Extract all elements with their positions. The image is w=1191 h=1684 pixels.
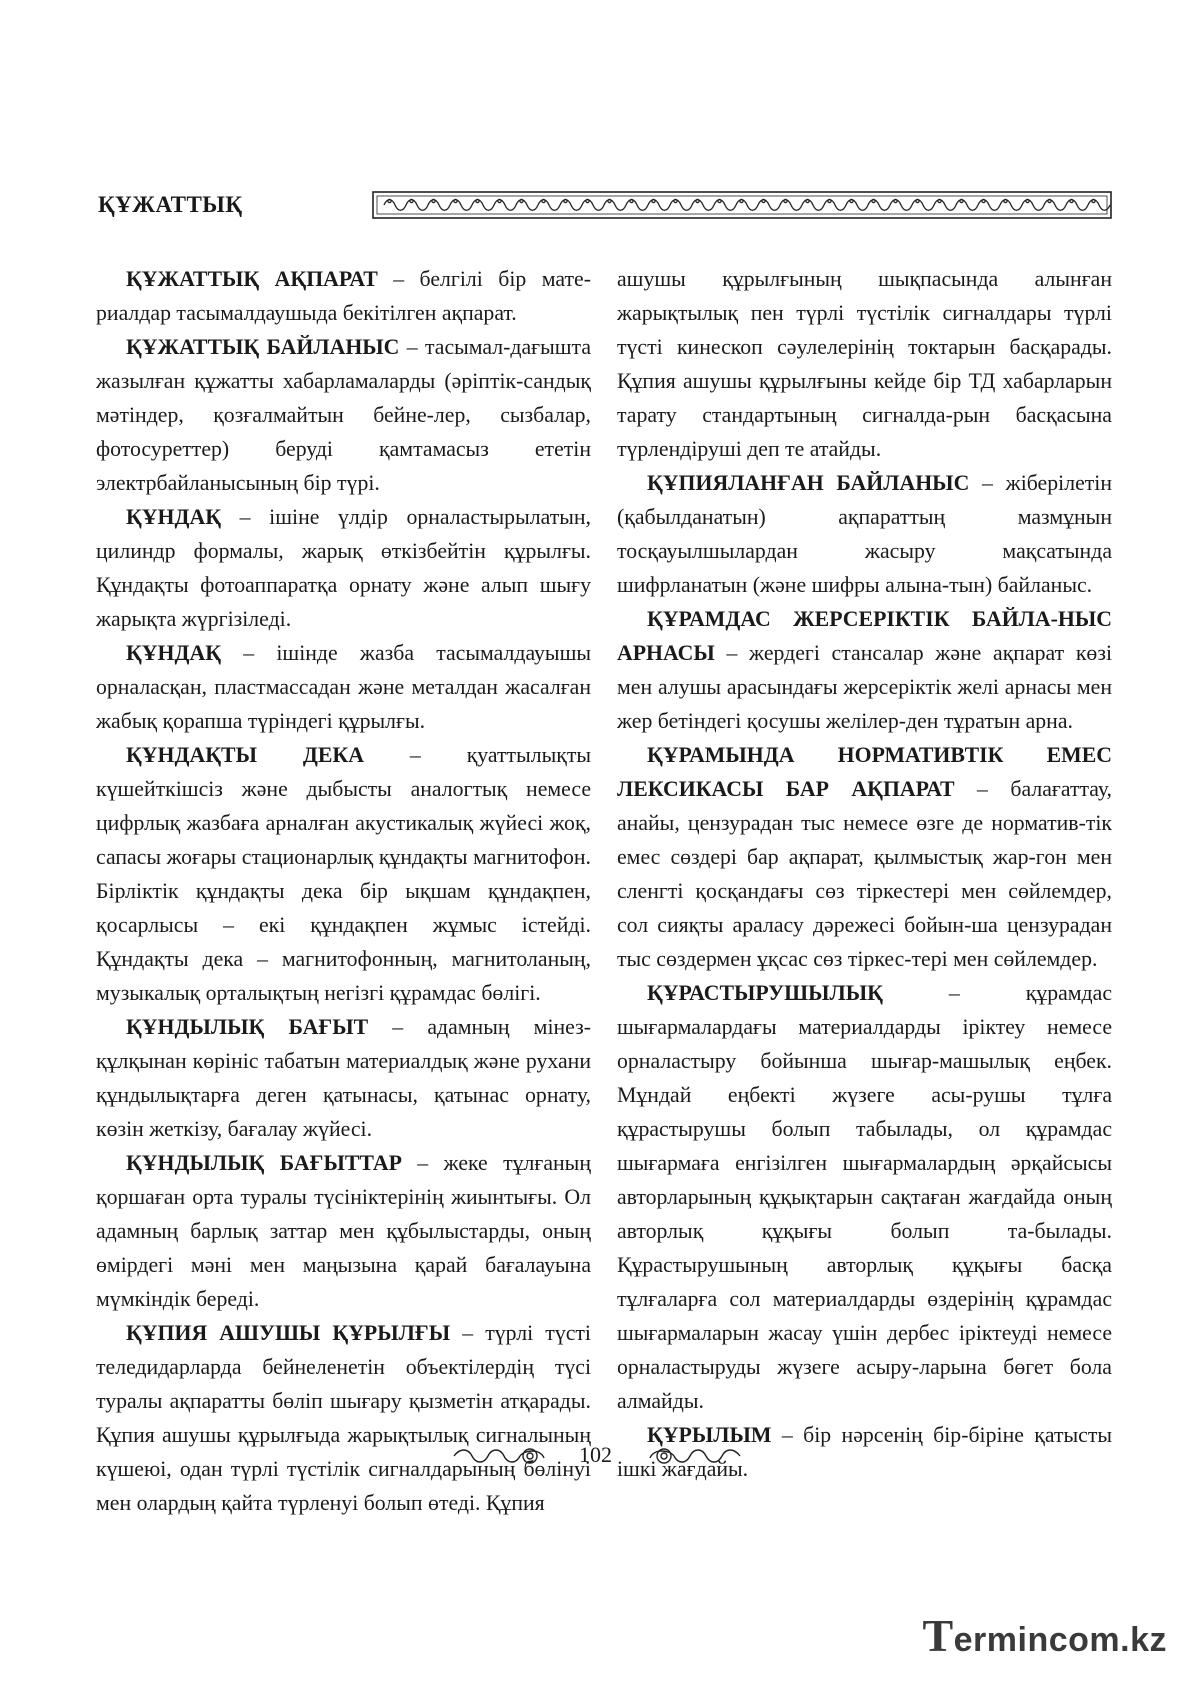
entry-term: ҚҰНДЫЛЫҚ БАҒЫТТАР [126, 1151, 402, 1175]
entry-term: ҚҰНДЫЛЫҚ БАҒЫТ [126, 1015, 369, 1039]
entry-definition: – қуаттылықты күшейткішсіз және дыбысты аналогтық немесе цифрлық жазбаға арналған акустикалық жүйесі жоқ, сапасы жоғары стационарлық құндақты магнитофон. Бірліктік құндақты дека бір ықшам құндақпен, қосарлысы – екі құндақпен жұмыс істейді. Құндақты дека – магнитофонның, магнитоланың, музыкалық орталықтың негізгі құрамдас бөлігі. [96, 743, 591, 1005]
dictionary-entry [617, 602, 1112, 738]
dictionary-entry [96, 1010, 591, 1146]
entry-definition: – жеке тұлғаның қоршаған орта туралы түсініктерінің жиынтығы. Ол адамның барлық заттар мен құбылыстарды, оның өмірдегі мәні мен маңызына қарай бағалауына мүмкіндік береді. [96, 1151, 591, 1311]
left-column [96, 262, 591, 1520]
entry-definition: – бір нәрсенің бір-біріне қатысты ішкі жағдайы. [617, 1423, 1112, 1481]
footer-ornament-right [648, 1444, 744, 1468]
entry-definition: – адамның мінез-құлқынан көрініс табатын материалдық және рухани құндылықтарға деген қатынасы, қатынас орнату, көзін жеткізу, бағалау жүйесі. [96, 1015, 591, 1141]
entry-term: ҚҰРЫЛЫМ [647, 1423, 772, 1447]
right-column [617, 262, 1112, 1486]
dictionary-entry [96, 500, 591, 636]
entry-term: ҚҰЖАТТЫҚ БАЙЛАНЫС [126, 335, 400, 359]
entry-definition: – жіберілетін (қабылданатын) ақпараттың мазмұнын тосқауылшылардан жасыру мақсатында шифрланатын (және шифры алына-тын) байланыс. [617, 471, 1112, 597]
dictionary-entry [96, 330, 591, 500]
watermark-initial: T [922, 1610, 954, 1661]
entry-definition: – ішінде жазба тасымалдауышы орналасқан, пластмассадан және металдан жасалған жабық қорапша түріндегі құрылғы. [96, 641, 591, 733]
dictionary-entry [96, 1146, 591, 1316]
dictionary-entry [617, 262, 1112, 466]
dictionary-entry [96, 738, 591, 1010]
entry-term: ҚҰНДАҚ [126, 641, 222, 665]
watermark-rest: ermincom.kz [953, 1621, 1167, 1659]
dictionary-entry [617, 976, 1112, 1418]
entry-definition: – түрлі түсті теледидарларда бейнеленетін объектілердің түсі туралы ақпаратты бөліп шығару қызметін атқарады. Құпия ашушы құрылғыда жарықтылық сигналының күшеюі, одан түрлі түстілік сигналдарының бөлінуі мен олардың қайта түрленуі болып өтеді. Құпия [96, 1321, 591, 1515]
entry-definition: – балағаттау, анайы, цензурадан тыс немесе өзге де норматив-тік емес сөздері бар ақпарат, қылмыстық жар-гон мен сленгті қосқандағы сөз тіркестері мен сөйлемдер, сол сияқты араласу дәрежесі бойын-ша цензурадан тыс сөздермен ұқсас сөз тіркес-тері мен сөйлемдер. [617, 777, 1112, 971]
entry-term: ҚҰПИЯ АШУШЫ ҚҰРЫЛҒЫ [126, 1321, 451, 1345]
header-ornament-border [372, 188, 1112, 222]
dictionary-entry [96, 1316, 591, 1520]
entry-definition: – белгілі бір мате-риалдар тасымалдаушыда бекітілген ақпарат. [96, 267, 591, 325]
entry-definition: – ішіне үлдір орналастырылатын, цилиндр формалы, жарық өткізбейтін құрылғы. Құндақты фотоаппаратқа орнату және алып шығу жарықта жүргізіледі. [96, 505, 591, 631]
site-watermark [922, 1609, 1167, 1662]
running-head: ҚҰЖАТТЫҚ [98, 192, 243, 217]
entry-term: ҚҰРАМДАС ЖЕРСЕРІКТІК БАЙЛА-НЫС АРНАСЫ [617, 607, 1112, 665]
dictionary-entry [96, 636, 591, 738]
page-number: 102 [579, 1442, 612, 1467]
entry-term: ҚҰНДАҚТЫ ДЕКА [126, 743, 364, 767]
entry-definition: – тасымал-дағышта жазылған құжатты хабарламаларды (әріптік-сандық мәтіндер, қозғалмайтын бейне-лер, сызбалар, фотосуреттер) беруді қамтамасыз ететін электрбайланысының бір түрі. [96, 335, 592, 495]
dictionary-entry [96, 262, 591, 330]
entry-term: ҚҰРАМЫНДА НОРМАТИВТІК ЕМЕС ЛЕКСИКАСЫ БАР АҚПАРАТ [617, 743, 1112, 801]
entry-term: ҚҰПИЯЛАНҒАН БАЙЛАНЫС [647, 471, 970, 495]
entry-term: ҚҰНДАҚ [126, 505, 222, 529]
dictionary-entry [617, 466, 1112, 602]
entry-term: ҚҰЖАТТЫҚ АҚПАРАТ [126, 267, 378, 291]
entry-definition: – жердегі стансалар және ақпарат көзі мен алушы арасындағы жерсеріктік желі арнасы мен жер бетіндегі қосушы желілер-ден тұратын арна. [617, 641, 1112, 733]
entry-term: ҚҰРАСТЫРУШЫЛЫҚ [647, 981, 883, 1005]
entry-definition: – құрамдас шығармалардағы материалдарды іріктеу немесе орналастыру бойынша шығар-машылық еңбек. Мұндай еңбекті жүзеге асы-рушы тұлға құрастырушы болып табылады, ол құрамдас шығармаға енгізілген шығармалардың әрқайсысы авторларының құқықтарын сақтаған жағдайда оның авторлық құқығы болып та-былады. Құрастырушының авторлық құқығы басқа тұлғаларға сол материалдарды өздерінің құрамдас шығармаларын жасау үшін дербес іріктеуді немесе орналастыруды жүзеге асыру-ларына бөгет бола алмайды. [617, 981, 1112, 1413]
entry-definition: ашушы құрылғының шықпасында алынған жарықтылық пен түрлі түстілік сигналдары түрлі түсті кинескоп сәулелерінің токтарын басқарады. Құпия ашушы құрылғыны кейде бір ТД хабарларын тарату стандартының сигналда-рын басқасына түрлендіруші деп те атайды. [617, 267, 1112, 461]
dictionary-entry [617, 738, 1112, 976]
